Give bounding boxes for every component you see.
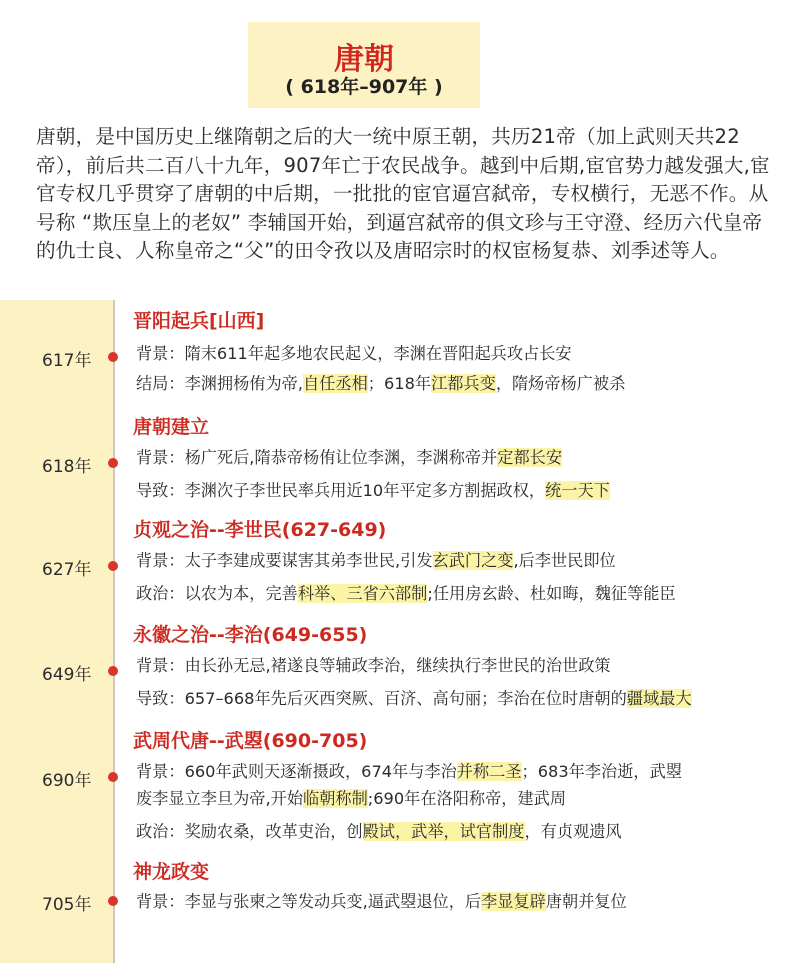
detail-text: ；683年李治逝，武曌: [521, 762, 682, 781]
event-title: 神龙政变: [133, 861, 210, 883]
event-detail-line: [136, 890, 627, 914]
intro-paragraph: 唐朝，是中国历史上继隋朝之后的大一统中原王朝，共历21帝（加上武则天共22帝），前后共二百八十九年，907年亡于农民战争。越到中后期,宦官势力越发强大,宦官专权几乎贯穿了唐朝的中后期，一批批的宦官逼宫弑帝，专权横行，无恶不作。从号称 “欺压皇上的老奴” 李辅国开始，到逼宫弑帝的俱文珍与王守澄、经历六代皇帝的仇士良、人称皇帝之“父”的田令孜以及唐昭宗时的权宦杨复恭、刘季述等人。: [36, 125, 770, 262]
detail-label: 背景：: [136, 762, 185, 781]
detail-text: 李渊次子李世民率兵用近10年平定多方割据政权，: [184, 481, 546, 500]
detail-text: ；618年: [367, 374, 432, 393]
detail-text: 李显与张柬之等发动兵变,逼武曌退位，后: [184, 892, 482, 911]
highlighted-term: 玄武门之变: [432, 551, 514, 570]
timeline-dot: [108, 458, 118, 468]
event-title: 武周代唐--武曌(690-705): [133, 730, 368, 752]
timeline-dot: [108, 896, 118, 906]
highlighted-term: 江都兵变: [431, 374, 496, 393]
detail-text: ，隋炀帝杨广被杀: [495, 374, 626, 393]
event-detail-line: [136, 787, 566, 811]
timeline-dot: [108, 561, 118, 571]
event-detail-line: [136, 760, 682, 784]
event-year: 690年: [42, 771, 92, 791]
detail-text: 李渊拥杨侑为帝,: [184, 374, 304, 393]
detail-text: 杨广死后,隋恭帝杨侑让位李渊，李渊称帝并: [184, 448, 498, 467]
highlighted-term: 自任丞相: [303, 374, 368, 393]
detail-text: 657–668年先后灭西突厥、百济、高句丽；李治在位时唐朝的: [184, 689, 627, 708]
event-year: 649年: [42, 665, 92, 685]
detail-label: 背景：: [136, 448, 185, 467]
detail-text: ,后李世民即位: [513, 551, 616, 570]
timeline-dot: [108, 772, 118, 782]
event-title: 晋阳起兵[山西]: [133, 310, 265, 332]
event-year: 617年: [42, 351, 92, 371]
page-title: 唐朝: [334, 42, 394, 77]
timeline-axis: [113, 300, 115, 963]
highlighted-term: 殿试，武举，试官制度: [362, 822, 525, 841]
detail-label: 导致：: [136, 689, 185, 708]
detail-text: ;任用房玄龄、杜如晦，魏征等能臣: [427, 584, 676, 603]
event-year: 627年: [42, 560, 92, 580]
detail-text: ，有贞观遗风: [524, 822, 622, 841]
event-detail-line: [136, 549, 616, 573]
highlighted-term: 并称二圣: [456, 762, 522, 781]
event-detail-line: [136, 820, 622, 844]
detail-label: 背景：: [136, 892, 185, 911]
event-title: 贞观之治--李世民(627-649): [133, 519, 387, 541]
event-title: 唐朝建立: [133, 416, 210, 438]
highlighted-term: 临朝称制: [303, 789, 368, 808]
event-detail-line: [136, 582, 676, 606]
event-year: 705年: [42, 895, 92, 915]
event-detail-line: [136, 479, 610, 503]
detail-text: 隋末611年起多地农民起义，李渊在晋阳起兵攻占长安: [184, 344, 572, 363]
highlighted-term: 科举、三省六部制: [297, 584, 428, 603]
event-detail-line: [136, 687, 692, 711]
timeline-dot: [108, 666, 118, 676]
highlighted-term: 定都长安: [497, 448, 563, 467]
timeline-dot: [108, 352, 118, 362]
detail-text: 太子李建成要谋害其弟李世民,引发: [184, 551, 433, 570]
highlighted-term: 李显复辟: [481, 892, 546, 911]
detail-label: 背景：: [136, 551, 185, 570]
detail-label: 背景：: [136, 344, 185, 363]
detail-label: 结局：: [136, 374, 185, 393]
detail-text: 由长孙无忌,褚遂良等辅政李治，继续执行李世民的治世政策: [184, 656, 611, 675]
detail-text: 废李显立李旦为帝,开始: [136, 789, 304, 808]
detail-text: 以农为本，完善: [184, 584, 298, 603]
timeline-year-band: [0, 300, 113, 963]
highlighted-term: 统一天下: [545, 481, 610, 500]
detail-text: 唐朝并复位: [545, 892, 627, 911]
event-detail-line: [136, 654, 611, 678]
detail-label: 背景：: [136, 656, 185, 675]
event-title: 永徽之治--李治(649-655): [133, 624, 368, 646]
event-detail-line: [136, 372, 625, 396]
highlighted-term: 疆域最大: [626, 689, 692, 708]
detail-text: ;690年在洛阳称帝，建武周: [367, 789, 567, 808]
event-year: 618年: [42, 457, 92, 477]
event-detail-line: [136, 446, 562, 470]
event-detail-line: [136, 342, 572, 366]
page-subtitle: ( 618年–907年 ): [285, 76, 443, 98]
detail-text: 660年武则天逐渐摄政，674年与李治: [184, 762, 457, 781]
detail-label: 政治：: [136, 584, 185, 603]
detail-label: 政治：: [136, 822, 185, 841]
detail-label: 导致：: [136, 481, 185, 500]
detail-text: 奖励农桑，改革吏治，创: [184, 822, 363, 841]
